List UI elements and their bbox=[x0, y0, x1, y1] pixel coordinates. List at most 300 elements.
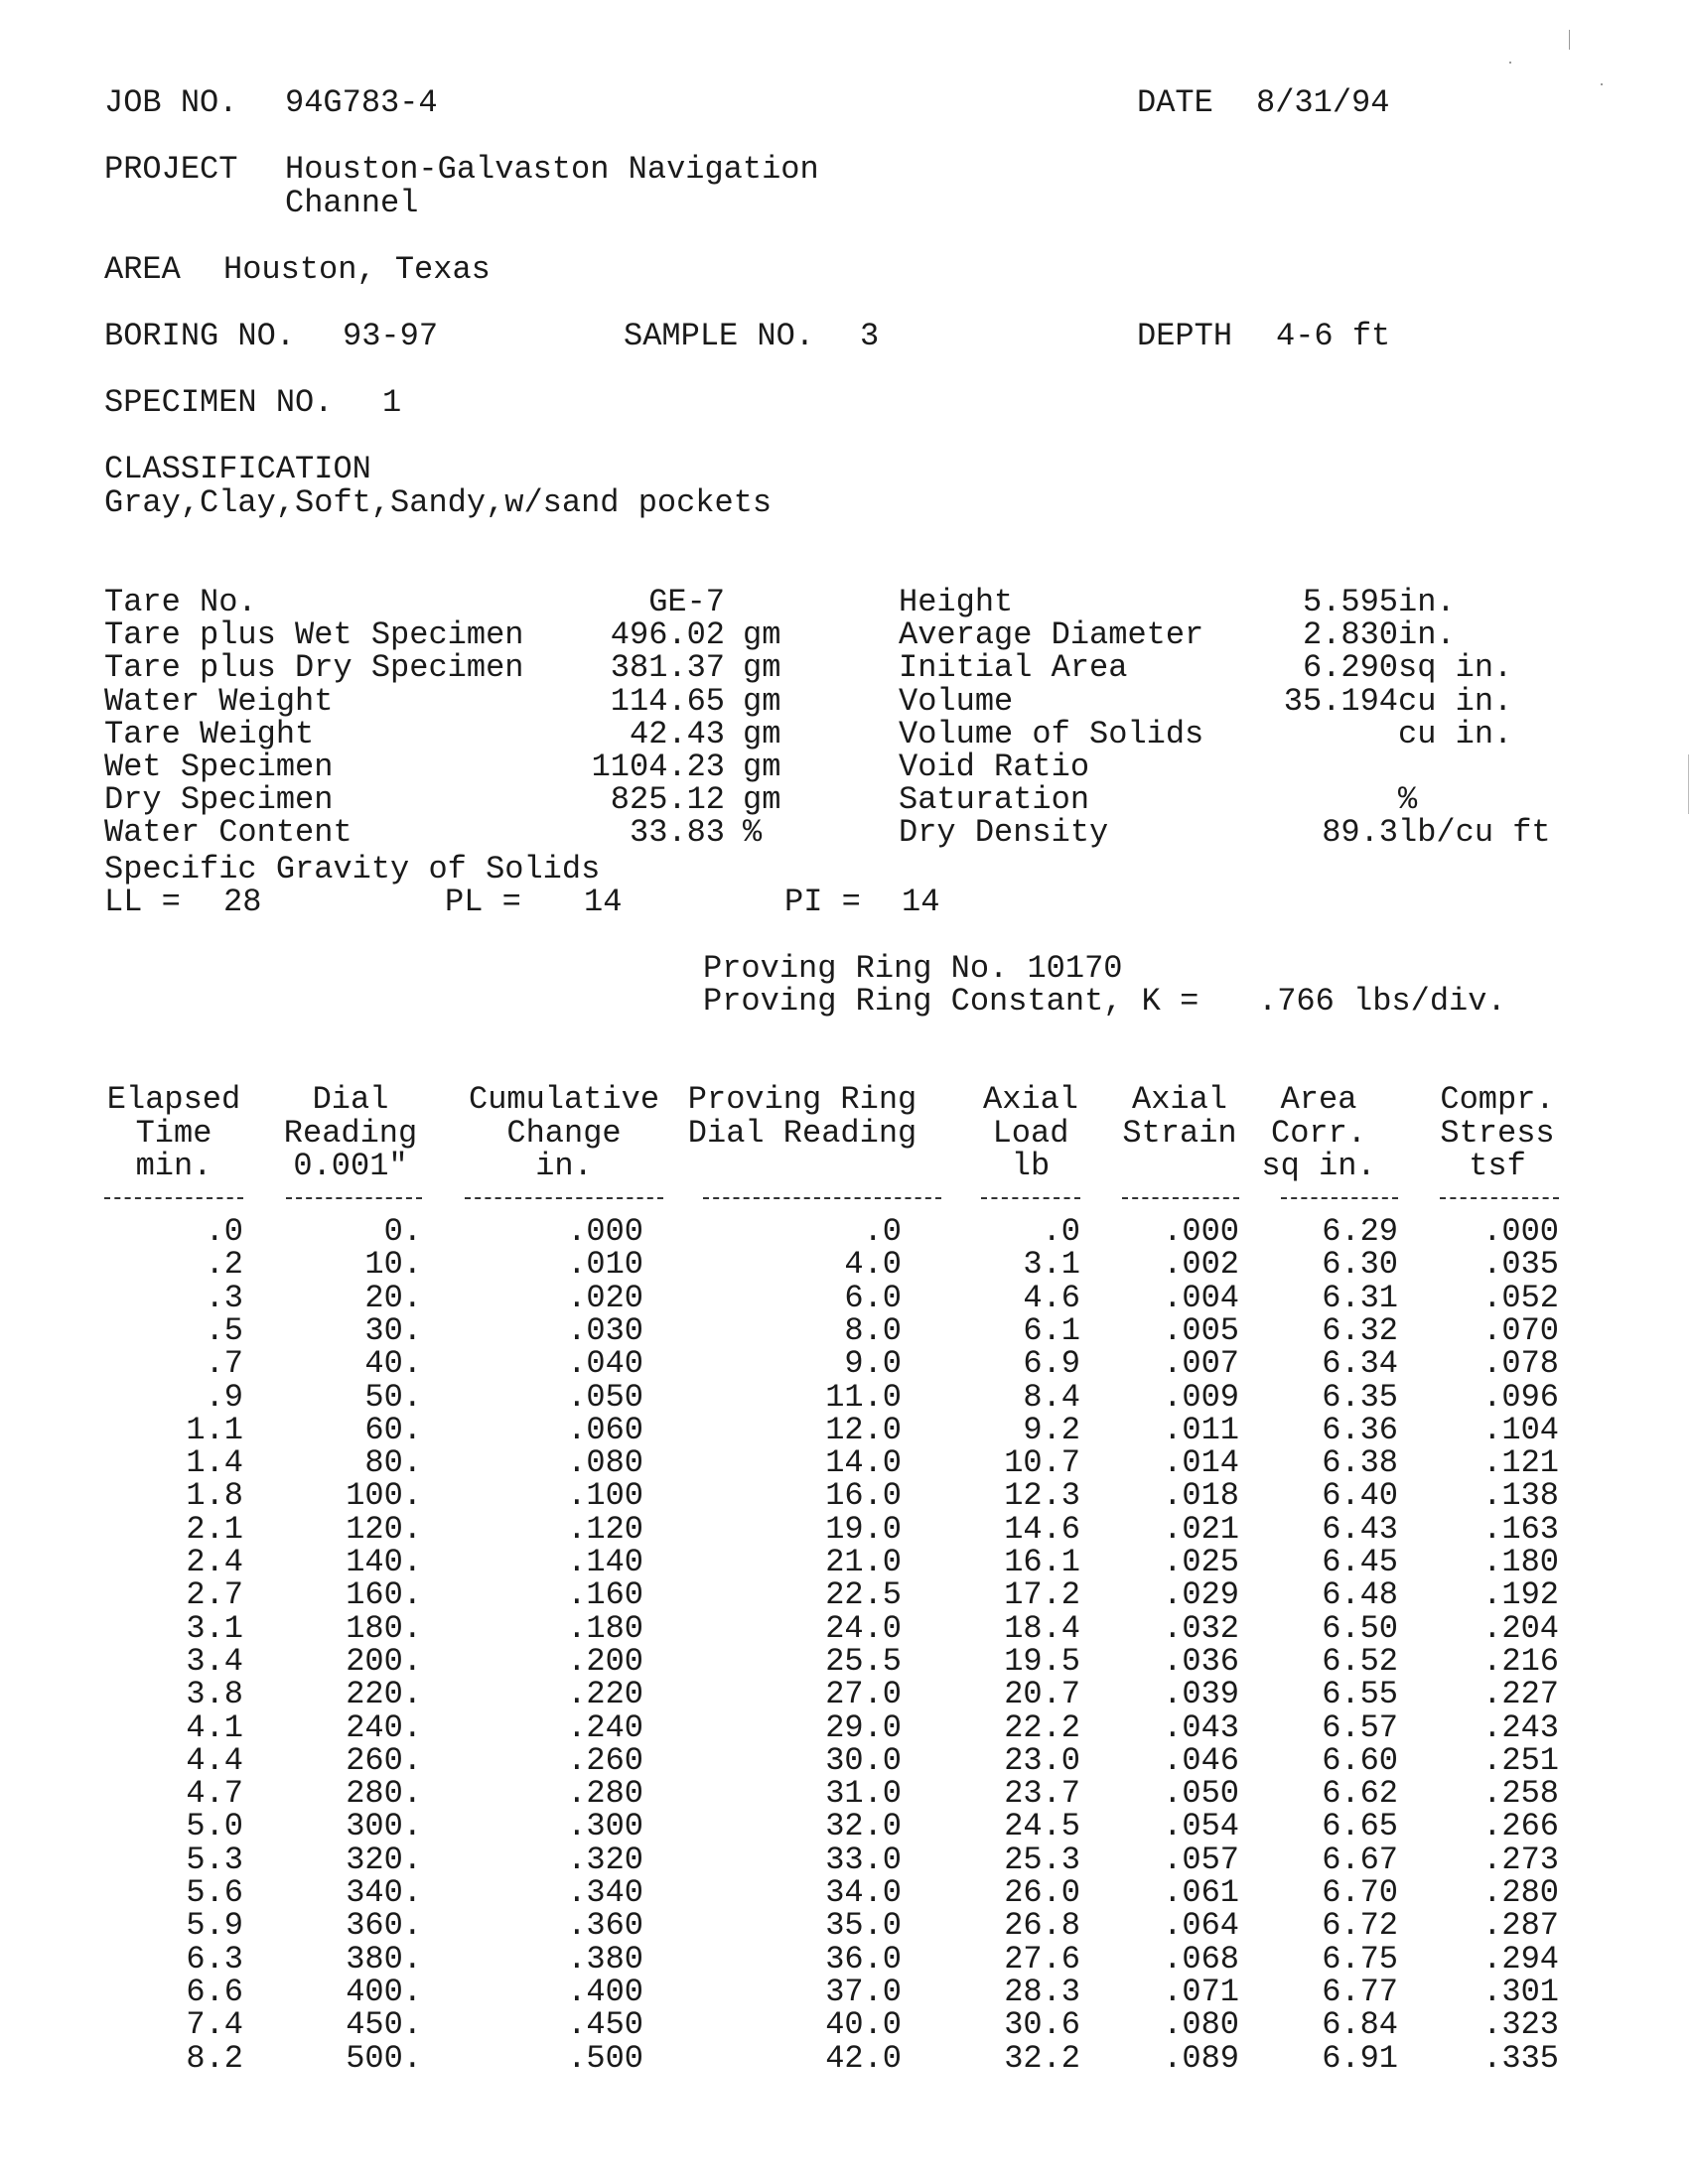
table-cell: .014 bbox=[1163, 1444, 1239, 1482]
table-cell: 40.0 bbox=[825, 2006, 902, 2044]
table-cell: 14.0 bbox=[825, 1444, 902, 1482]
table-cell: .400 bbox=[567, 1973, 643, 2010]
column-header: Dial bbox=[312, 1081, 389, 1118]
header-underline bbox=[104, 1197, 243, 1199]
table-cell: 31.0 bbox=[825, 1775, 902, 1813]
table-cell: .061 bbox=[1163, 1874, 1239, 1911]
scan-speck bbox=[1601, 83, 1603, 85]
dimension-value: 5.595 bbox=[1302, 584, 1398, 620]
table-cell: 23.0 bbox=[1004, 1741, 1080, 1779]
weight-label: Water Weight bbox=[104, 682, 334, 720]
table-cell: 6.50 bbox=[1322, 1609, 1398, 1647]
table-cell: .089 bbox=[1163, 2039, 1239, 2077]
table-cell: 24.0 bbox=[825, 1609, 902, 1647]
dimension-label: Saturation bbox=[899, 781, 1090, 819]
table-cell: 1.1 bbox=[186, 1411, 243, 1448]
specimen-label: SPECIMEN NO. bbox=[104, 384, 334, 421]
table-cell: 11.0 bbox=[825, 1378, 902, 1416]
table-cell: 4.7 bbox=[186, 1775, 243, 1813]
table-cell: 3.8 bbox=[186, 1676, 243, 1713]
table-cell: 4.0 bbox=[844, 1246, 902, 1284]
table-cell: .096 bbox=[1482, 1378, 1559, 1416]
table-cell: .7 bbox=[205, 1345, 243, 1383]
table-cell: 400. bbox=[346, 1973, 422, 2010]
table-cell: .160 bbox=[567, 1576, 643, 1614]
column-header: lb bbox=[1011, 1148, 1051, 1184]
column-header: Strain bbox=[1122, 1114, 1237, 1152]
column-header: Proving Ring bbox=[687, 1081, 917, 1118]
table-cell: 26.0 bbox=[1004, 1874, 1080, 1911]
weight-value: 114.65 bbox=[610, 682, 725, 720]
job-number: 94G783-4 bbox=[285, 84, 438, 121]
table-cell: 220. bbox=[346, 1676, 422, 1713]
dimension-unit: cu in. bbox=[1398, 682, 1513, 720]
table-cell: 25.3 bbox=[1004, 1841, 1080, 1878]
table-cell: 17.2 bbox=[1004, 1576, 1080, 1614]
table-cell: 6.35 bbox=[1322, 1378, 1398, 1416]
table-cell: 6.62 bbox=[1322, 1775, 1398, 1813]
sample-number: 3 bbox=[860, 318, 880, 354]
table-cell: .216 bbox=[1482, 1642, 1559, 1680]
pi-value: 14 bbox=[902, 884, 940, 920]
table-cell: 24.5 bbox=[1004, 1808, 1080, 1845]
dimension-unit: in. bbox=[1398, 616, 1456, 654]
table-cell: .050 bbox=[567, 1378, 643, 1416]
table-cell: 240. bbox=[346, 1708, 422, 1746]
classification-label: CLASSIFICATION bbox=[104, 451, 371, 487]
table-cell: 6.84 bbox=[1322, 2006, 1398, 2044]
job-label: JOB NO. bbox=[104, 84, 238, 121]
table-cell: .064 bbox=[1163, 1907, 1239, 1945]
table-cell: .258 bbox=[1482, 1775, 1559, 1813]
table-cell: .043 bbox=[1163, 1708, 1239, 1746]
table-cell: 42.0 bbox=[825, 2039, 902, 2077]
table-cell: 28.3 bbox=[1004, 1973, 1080, 2010]
table-cell: 6.32 bbox=[1322, 1311, 1398, 1349]
table-cell: 20.7 bbox=[1004, 1676, 1080, 1713]
column-header: Time bbox=[135, 1114, 212, 1152]
dimension-value: 89.3 bbox=[1322, 814, 1398, 852]
boring-number: 93-97 bbox=[343, 318, 439, 354]
table-cell: 35.0 bbox=[825, 1907, 902, 1945]
column-header: 0.001" bbox=[293, 1148, 408, 1184]
table-cell: 6.0 bbox=[844, 1279, 902, 1316]
dimension-label: Void Ratio bbox=[899, 749, 1090, 785]
weight-label: Tare Weight bbox=[104, 715, 315, 752]
table-cell: 30.6 bbox=[1004, 2006, 1080, 2044]
dimension-unit: sq in. bbox=[1398, 649, 1513, 687]
weight-unit: gm bbox=[743, 749, 781, 785]
table-cell: 1.4 bbox=[186, 1444, 243, 1482]
table-cell: .054 bbox=[1163, 1808, 1239, 1845]
table-cell: 320. bbox=[346, 1841, 422, 1878]
ll-label: LL = bbox=[104, 884, 181, 920]
table-cell: 7.4 bbox=[186, 2006, 243, 2044]
table-cell: 8.2 bbox=[186, 2039, 243, 2077]
column-header: Area bbox=[1280, 1081, 1357, 1118]
table-cell: .340 bbox=[567, 1874, 643, 1911]
table-cell: 300. bbox=[346, 1808, 422, 1845]
table-cell: 26.8 bbox=[1004, 1907, 1080, 1945]
table-cell: 33.0 bbox=[825, 1841, 902, 1878]
table-cell: 260. bbox=[346, 1741, 422, 1779]
depth-label: DEPTH bbox=[1137, 318, 1233, 354]
table-cell: 9.0 bbox=[844, 1345, 902, 1383]
header-underline bbox=[286, 1197, 422, 1199]
table-cell: 6.70 bbox=[1322, 1874, 1398, 1911]
table-cell: 32.0 bbox=[825, 1808, 902, 1845]
table-cell: 1.8 bbox=[186, 1477, 243, 1515]
table-cell: 6.75 bbox=[1322, 1940, 1398, 1978]
table-cell: .204 bbox=[1482, 1609, 1559, 1647]
table-cell: .029 bbox=[1163, 1576, 1239, 1614]
pl-label: PL = bbox=[445, 884, 521, 920]
weight-unit: gm bbox=[743, 649, 781, 687]
table-cell: 8.0 bbox=[844, 1311, 902, 1349]
table-cell: 60. bbox=[364, 1411, 422, 1448]
table-cell: 10.7 bbox=[1004, 1444, 1080, 1482]
table-cell: 6.60 bbox=[1322, 1741, 1398, 1779]
ll-value: 28 bbox=[223, 884, 262, 920]
dimension-value: 2.830 bbox=[1302, 616, 1398, 654]
table-cell: 18.4 bbox=[1004, 1609, 1080, 1647]
table-cell: .251 bbox=[1482, 1741, 1559, 1779]
dimension-label: Initial Area bbox=[899, 649, 1128, 687]
column-header: sq in. bbox=[1261, 1148, 1376, 1184]
weight-label: Tare plus Wet Specimen bbox=[104, 616, 524, 654]
table-cell: 6.91 bbox=[1322, 2039, 1398, 2077]
table-cell: .380 bbox=[567, 1940, 643, 1978]
table-cell: 27.0 bbox=[825, 1676, 902, 1713]
table-cell: .070 bbox=[1482, 1311, 1559, 1349]
date-value: 8/31/94 bbox=[1256, 84, 1390, 121]
table-cell: 6.29 bbox=[1322, 1213, 1398, 1250]
table-cell: 6.6 bbox=[186, 1973, 243, 2010]
table-cell: 3.1 bbox=[186, 1609, 243, 1647]
table-cell: 32.2 bbox=[1004, 2039, 1080, 2077]
table-cell: .200 bbox=[567, 1642, 643, 1680]
table-cell: .080 bbox=[1163, 2006, 1239, 2044]
table-cell: .039 bbox=[1163, 1676, 1239, 1713]
table-cell: 12.0 bbox=[825, 1411, 902, 1448]
table-cell: 280. bbox=[346, 1775, 422, 1813]
header-underline bbox=[703, 1197, 941, 1199]
table-cell: 0. bbox=[383, 1213, 422, 1250]
table-cell: 3.1 bbox=[1023, 1246, 1080, 1284]
weight-label: Wet Specimen bbox=[104, 749, 334, 785]
table-cell: .011 bbox=[1163, 1411, 1239, 1448]
table-cell: 200. bbox=[346, 1642, 422, 1680]
table-cell: .280 bbox=[1482, 1874, 1559, 1911]
table-cell: .036 bbox=[1163, 1642, 1239, 1680]
weight-label: Dry Specimen bbox=[104, 781, 334, 819]
table-cell: 360. bbox=[346, 1907, 422, 1945]
table-cell: 380. bbox=[346, 1940, 422, 1978]
table-cell: 6.45 bbox=[1322, 1544, 1398, 1580]
column-header: Dial Reading bbox=[687, 1114, 917, 1152]
table-cell: 16.0 bbox=[825, 1477, 902, 1515]
table-cell: 6.38 bbox=[1322, 1444, 1398, 1482]
header-underline bbox=[1122, 1197, 1239, 1199]
table-cell: 6.55 bbox=[1322, 1676, 1398, 1713]
table-cell: .180 bbox=[567, 1609, 643, 1647]
table-cell: 180. bbox=[346, 1609, 422, 1647]
table-cell: 23.7 bbox=[1004, 1775, 1080, 1813]
table-cell: 12.3 bbox=[1004, 1477, 1080, 1515]
dimension-label: Dry Density bbox=[899, 814, 1109, 852]
dimension-label: Volume of Solids bbox=[899, 715, 1204, 752]
table-cell: 2.1 bbox=[186, 1510, 243, 1548]
table-cell: .025 bbox=[1163, 1544, 1239, 1580]
table-cell: .080 bbox=[567, 1444, 643, 1482]
weight-unit: gm bbox=[743, 715, 781, 752]
table-cell: .007 bbox=[1163, 1345, 1239, 1383]
table-cell: .301 bbox=[1482, 1973, 1559, 2010]
weight-unit: gm bbox=[743, 682, 781, 720]
table-cell: .060 bbox=[567, 1411, 643, 1448]
weight-unit: gm bbox=[743, 781, 781, 819]
proving-ring-constant-value: .766 lbs/div. bbox=[1258, 983, 1506, 1020]
weight-value: 825.12 bbox=[610, 781, 725, 819]
table-cell: .004 bbox=[1163, 1279, 1239, 1316]
scan-speck bbox=[1509, 62, 1511, 64]
table-cell: 19.5 bbox=[1004, 1642, 1080, 1680]
table-cell: 14.6 bbox=[1004, 1510, 1080, 1548]
table-cell: .000 bbox=[1482, 1213, 1559, 1250]
table-cell: .010 bbox=[567, 1246, 643, 1284]
project-line1: Houston-Galvaston Navigation bbox=[285, 151, 819, 188]
table-cell: .0 bbox=[205, 1213, 243, 1250]
sample-label: SAMPLE NO. bbox=[624, 318, 815, 354]
table-cell: .294 bbox=[1482, 1940, 1559, 1978]
table-cell: 140. bbox=[346, 1544, 422, 1580]
table-cell: .273 bbox=[1482, 1841, 1559, 1878]
weight-value: 1104.23 bbox=[591, 749, 725, 785]
table-cell: .450 bbox=[567, 2006, 643, 2044]
table-cell: .192 bbox=[1482, 1576, 1559, 1614]
table-cell: 22.2 bbox=[1004, 1708, 1080, 1746]
table-cell: .020 bbox=[567, 1279, 643, 1316]
table-cell: 3.4 bbox=[186, 1642, 243, 1680]
header-underline bbox=[1440, 1197, 1559, 1199]
table-cell: 500. bbox=[346, 2039, 422, 2077]
table-cell: 6.34 bbox=[1322, 1345, 1398, 1383]
proving-ring-constant-label: Proving Ring Constant, K = bbox=[703, 983, 1199, 1020]
table-cell: .040 bbox=[567, 1345, 643, 1383]
table-cell: 6.48 bbox=[1322, 1576, 1398, 1614]
dimension-unit: in. bbox=[1398, 584, 1456, 620]
project-label: PROJECT bbox=[104, 151, 238, 188]
column-header: in. bbox=[535, 1148, 593, 1184]
table-cell: 10. bbox=[364, 1246, 422, 1284]
column-header: Elapsed bbox=[106, 1081, 241, 1118]
table-cell: .0 bbox=[863, 1213, 902, 1250]
boring-label: BORING NO. bbox=[104, 318, 296, 354]
table-cell: 30.0 bbox=[825, 1741, 902, 1779]
table-cell: .180 bbox=[1482, 1544, 1559, 1580]
classification-value: Gray,Clay,Soft,Sandy,w/sand pockets bbox=[104, 484, 773, 521]
table-cell: 100. bbox=[346, 1477, 422, 1515]
table-cell: .300 bbox=[567, 1808, 643, 1845]
column-header: Compr. bbox=[1440, 1081, 1555, 1118]
table-cell: 5.0 bbox=[186, 1808, 243, 1845]
table-cell: .0 bbox=[1042, 1213, 1080, 1250]
weight-label: Water Content bbox=[104, 814, 352, 852]
table-cell: 2.4 bbox=[186, 1544, 243, 1580]
table-cell: .121 bbox=[1482, 1444, 1559, 1482]
table-cell: .163 bbox=[1482, 1510, 1559, 1548]
table-cell: 160. bbox=[346, 1576, 422, 1614]
table-cell: .360 bbox=[567, 1907, 643, 1945]
weight-value: 42.43 bbox=[629, 715, 725, 752]
column-header: min. bbox=[135, 1148, 212, 1184]
weight-unit: % bbox=[743, 814, 763, 852]
depth-value: 4-6 ft bbox=[1276, 318, 1391, 354]
table-cell: 340. bbox=[346, 1874, 422, 1911]
header-underline bbox=[981, 1197, 1080, 1199]
table-cell: 5.6 bbox=[186, 1874, 243, 1911]
table-cell: 34.0 bbox=[825, 1874, 902, 1911]
table-cell: 37.0 bbox=[825, 1973, 902, 2010]
column-header: Stress bbox=[1440, 1114, 1555, 1152]
pi-label: PI = bbox=[784, 884, 861, 920]
column-header: Load bbox=[992, 1114, 1069, 1152]
table-cell: 5.9 bbox=[186, 1907, 243, 1945]
column-header: Axial bbox=[1131, 1081, 1227, 1118]
table-cell: 6.31 bbox=[1322, 1279, 1398, 1316]
table-cell: 27.6 bbox=[1004, 1940, 1080, 1978]
table-cell: 6.67 bbox=[1322, 1841, 1398, 1878]
weight-value: GE-7 bbox=[648, 584, 725, 620]
proving-ring-number: Proving Ring No. 10170 bbox=[703, 950, 1123, 987]
weight-label: Tare No. bbox=[104, 584, 257, 620]
table-cell: .227 bbox=[1482, 1676, 1559, 1713]
table-cell: .280 bbox=[567, 1775, 643, 1813]
table-cell: 21.0 bbox=[825, 1544, 902, 1580]
table-cell: 36.0 bbox=[825, 1940, 902, 1978]
table-cell: 6.30 bbox=[1322, 1246, 1398, 1284]
table-cell: 6.40 bbox=[1322, 1477, 1398, 1515]
column-header: Corr. bbox=[1270, 1114, 1366, 1152]
table-cell: 4.4 bbox=[186, 1741, 243, 1779]
dimension-unit: cu in. bbox=[1398, 715, 1513, 752]
weight-value: 496.02 bbox=[610, 616, 725, 654]
table-cell: 4.1 bbox=[186, 1708, 243, 1746]
table-cell: 30. bbox=[364, 1311, 422, 1349]
specimen-number: 1 bbox=[382, 384, 402, 421]
table-cell: .320 bbox=[567, 1841, 643, 1878]
column-header: Reading bbox=[283, 1114, 418, 1152]
area-value: Houston, Texas bbox=[223, 251, 491, 288]
project-line2: Channel bbox=[285, 185, 419, 221]
table-cell: 19.0 bbox=[825, 1510, 902, 1548]
dimension-label: Average Diameter bbox=[899, 616, 1204, 654]
table-cell: .3 bbox=[205, 1279, 243, 1316]
table-cell: .100 bbox=[567, 1477, 643, 1515]
table-cell: .000 bbox=[567, 1213, 643, 1250]
table-cell: 22.5 bbox=[825, 1576, 902, 1614]
table-cell: 16.1 bbox=[1004, 1544, 1080, 1580]
table-cell: 6.1 bbox=[1023, 1311, 1080, 1349]
table-cell: .240 bbox=[567, 1708, 643, 1746]
table-cell: 6.65 bbox=[1322, 1808, 1398, 1845]
area-label: AREA bbox=[104, 251, 181, 288]
header-underline bbox=[1281, 1197, 1398, 1199]
table-cell: .005 bbox=[1163, 1311, 1239, 1349]
dimension-label: Volume bbox=[899, 682, 1014, 720]
table-cell: .030 bbox=[567, 1311, 643, 1349]
table-cell: .140 bbox=[567, 1544, 643, 1580]
table-cell: .018 bbox=[1163, 1477, 1239, 1515]
table-cell: 5.3 bbox=[186, 1841, 243, 1878]
table-cell: 29.0 bbox=[825, 1708, 902, 1746]
table-cell: .071 bbox=[1163, 1973, 1239, 2010]
table-cell: 40. bbox=[364, 1345, 422, 1383]
table-cell: .243 bbox=[1482, 1708, 1559, 1746]
table-cell: .009 bbox=[1163, 1378, 1239, 1416]
table-cell: 6.3 bbox=[186, 1940, 243, 1978]
table-cell: 9.2 bbox=[1023, 1411, 1080, 1448]
dimension-unit: % bbox=[1398, 781, 1418, 819]
table-cell: 6.57 bbox=[1322, 1708, 1398, 1746]
column-header: Axial bbox=[982, 1081, 1078, 1118]
table-cell: .138 bbox=[1482, 1477, 1559, 1515]
table-cell: 50. bbox=[364, 1378, 422, 1416]
specific-gravity-label: Specific Gravity of Solids bbox=[104, 851, 601, 887]
table-cell: .287 bbox=[1482, 1907, 1559, 1945]
scan-speck bbox=[1569, 30, 1570, 50]
table-cell: .050 bbox=[1163, 1775, 1239, 1813]
table-cell: .002 bbox=[1163, 1246, 1239, 1284]
date-label: DATE bbox=[1137, 84, 1213, 121]
table-cell: .266 bbox=[1482, 1808, 1559, 1845]
scan-speck bbox=[1688, 754, 1689, 814]
table-cell: .057 bbox=[1163, 1841, 1239, 1878]
table-cell: 6.36 bbox=[1322, 1411, 1398, 1448]
column-header: tsf bbox=[1469, 1148, 1526, 1184]
table-cell: 120. bbox=[346, 1510, 422, 1548]
weight-value: 33.83 bbox=[629, 814, 725, 852]
table-cell: .500 bbox=[567, 2039, 643, 2077]
pl-value: 14 bbox=[584, 884, 623, 920]
table-cell: 2.7 bbox=[186, 1576, 243, 1614]
table-cell: 6.72 bbox=[1322, 1907, 1398, 1945]
table-cell: .068 bbox=[1163, 1940, 1239, 1978]
dimension-value: 35.194 bbox=[1283, 682, 1398, 720]
weight-value: 381.37 bbox=[610, 649, 725, 687]
column-header: Cumulative bbox=[468, 1081, 660, 1118]
table-cell: .260 bbox=[567, 1741, 643, 1779]
table-cell: .9 bbox=[205, 1378, 243, 1416]
table-cell: 6.43 bbox=[1322, 1510, 1398, 1548]
table-cell: 450. bbox=[346, 2006, 422, 2044]
dimension-unit: lb/cu ft bbox=[1398, 814, 1551, 852]
table-cell: .120 bbox=[567, 1510, 643, 1548]
dimension-label: Height bbox=[899, 584, 1014, 620]
header-underline bbox=[465, 1197, 663, 1199]
weight-unit: gm bbox=[743, 616, 781, 654]
table-cell: .2 bbox=[205, 1246, 243, 1284]
table-cell: 80. bbox=[364, 1444, 422, 1482]
table-cell: .5 bbox=[205, 1311, 243, 1349]
table-cell: .046 bbox=[1163, 1741, 1239, 1779]
table-cell: .035 bbox=[1482, 1246, 1559, 1284]
table-cell: .000 bbox=[1163, 1213, 1239, 1250]
weight-label: Tare plus Dry Specimen bbox=[104, 649, 524, 687]
table-cell: .220 bbox=[567, 1676, 643, 1713]
column-header: Change bbox=[506, 1114, 622, 1152]
table-cell: 6.52 bbox=[1322, 1642, 1398, 1680]
